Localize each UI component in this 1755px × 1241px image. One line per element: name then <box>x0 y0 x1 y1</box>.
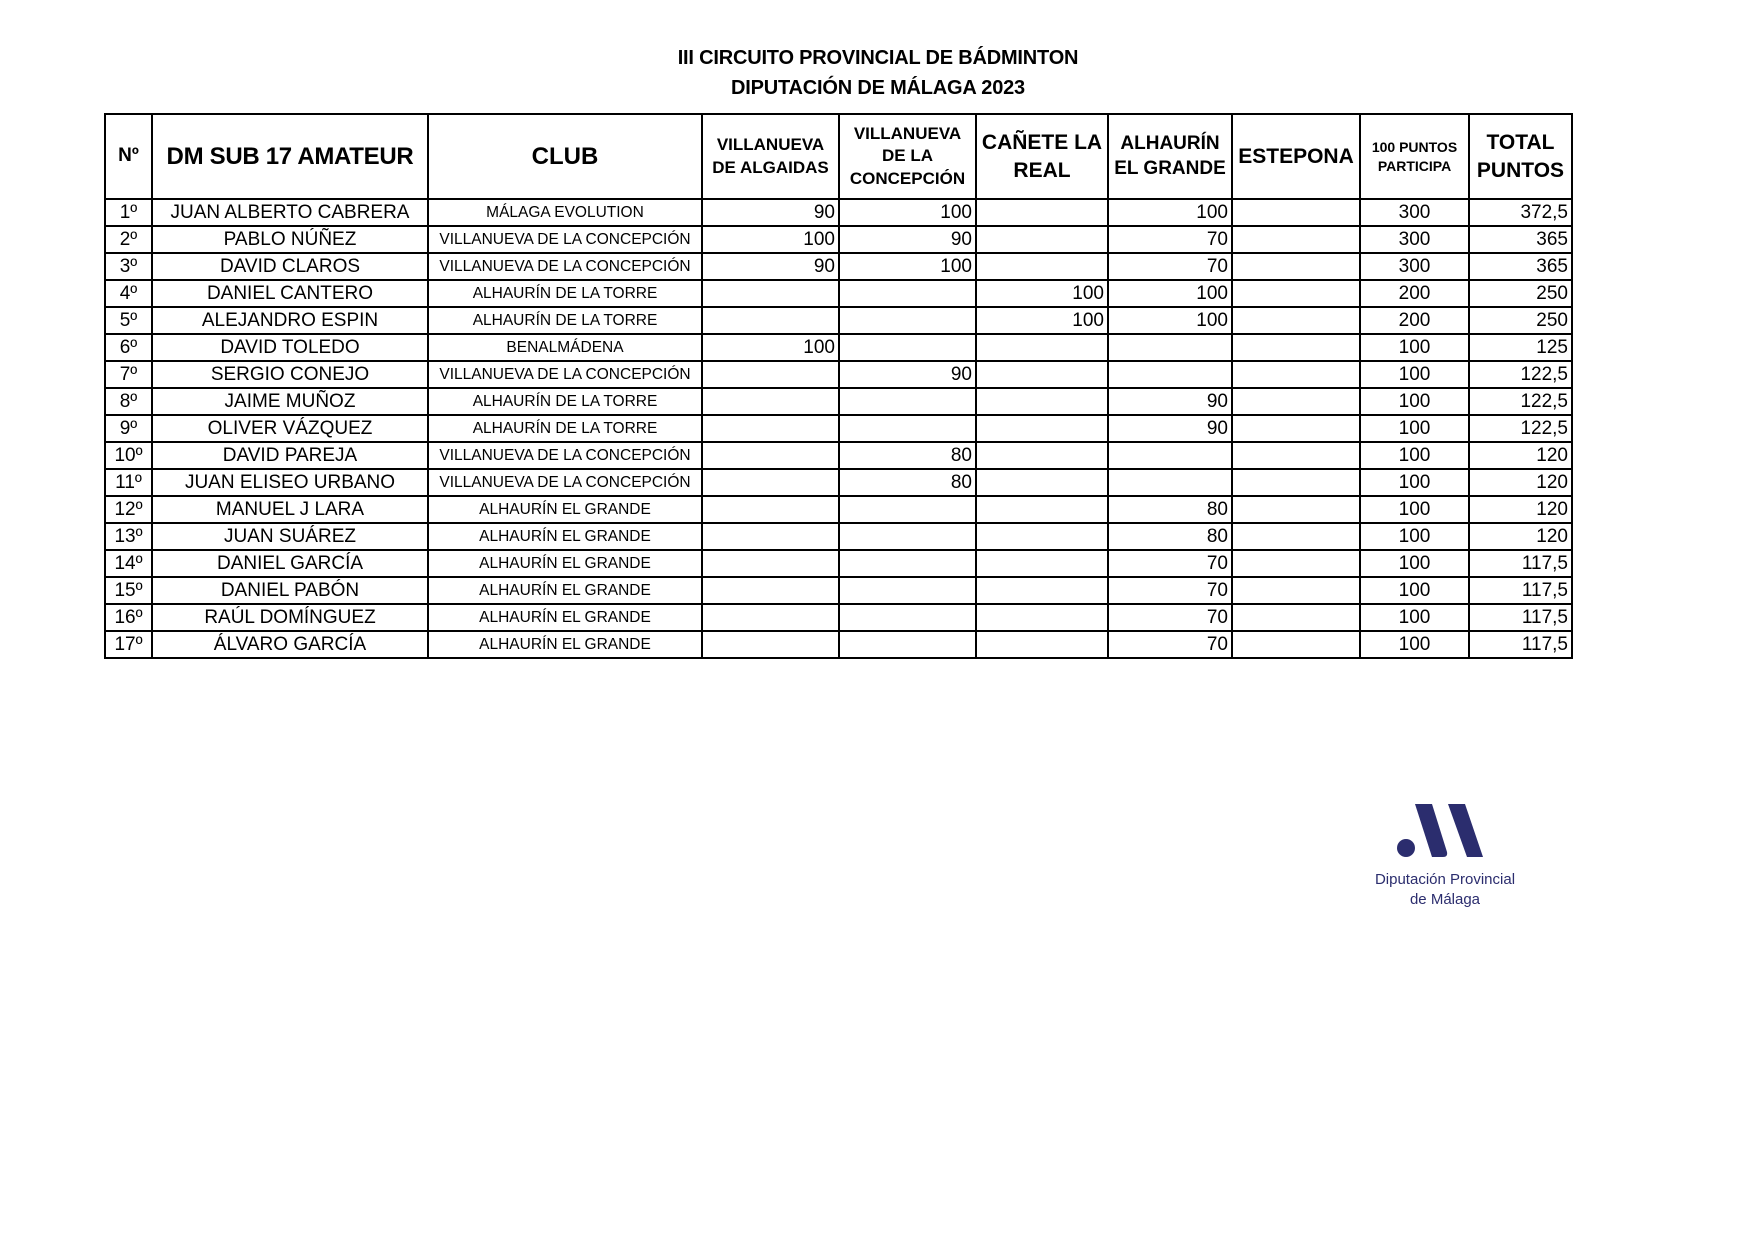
cell-club: VILLANUEVA DE LA CONCEPCIÓN <box>428 361 702 388</box>
cell-alhaurin-el-grande: 80 <box>1108 496 1232 523</box>
cell-position: 16º <box>105 604 152 631</box>
document-subtitle: DIPUTACIÓN DE MÁLAGA 2023 <box>731 77 1025 99</box>
cell-villanueva-algaidas <box>702 415 839 442</box>
cell-position: 17º <box>105 631 152 658</box>
diputacion-logo <box>1355 800 1545 915</box>
cell-position: 7º <box>105 361 152 388</box>
cell-total: 117,5 <box>1469 631 1572 658</box>
table-row <box>105 469 1572 496</box>
cell-canete-la-real <box>976 496 1108 523</box>
cell-position: 4º <box>105 280 152 307</box>
cell-villanueva-concepcion <box>839 415 976 442</box>
table-row <box>105 361 1572 388</box>
cell-player-name: JUAN ELISEO URBANO <box>152 469 428 496</box>
cell-alhaurin-el-grande: 70 <box>1108 253 1232 280</box>
cell-participa: 200 <box>1360 280 1469 307</box>
cell-position: 2º <box>105 226 152 253</box>
cell-canete-la-real <box>976 631 1108 658</box>
cell-canete-la-real <box>976 253 1108 280</box>
cell-canete-la-real <box>976 442 1108 469</box>
cell-alhaurin-el-grande: 100 <box>1108 199 1232 226</box>
cell-total: 120 <box>1469 496 1572 523</box>
header-estepona: ESTEPONA <box>1232 114 1360 199</box>
cell-villanueva-algaidas: 100 <box>702 334 839 361</box>
header-row <box>105 114 1572 199</box>
logo-text-line2: de Málaga <box>1409 891 1481 908</box>
cell-alhaurin-el-grande: 100 <box>1108 280 1232 307</box>
cell-participa: 100 <box>1360 469 1469 496</box>
cell-alhaurin-el-grande: 90 <box>1108 415 1232 442</box>
cell-villanueva-algaidas <box>702 496 839 523</box>
table-row <box>105 604 1572 631</box>
cell-canete-la-real: 100 <box>976 280 1108 307</box>
cell-participa: 100 <box>1360 334 1469 361</box>
cell-player-name: SERGIO CONEJO <box>152 361 428 388</box>
cell-villanueva-concepcion <box>839 523 976 550</box>
cell-villanueva-concepcion <box>839 550 976 577</box>
cell-villanueva-concepcion <box>839 334 976 361</box>
cell-alhaurin-el-grande: 100 <box>1108 307 1232 334</box>
cell-villanueva-concepcion: 80 <box>839 442 976 469</box>
cell-club: BENALMÁDENA <box>428 334 702 361</box>
header-total: TOTAL PUNTOS <box>1469 114 1572 199</box>
cell-participa: 100 <box>1360 550 1469 577</box>
cell-player-name: ÁLVARO GARCÍA <box>152 631 428 658</box>
cell-position: 9º <box>105 415 152 442</box>
cell-club: VILLANUEVA DE LA CONCEPCIÓN <box>428 253 702 280</box>
ranking-table <box>104 113 1573 659</box>
cell-total: 122,5 <box>1469 361 1572 388</box>
cell-estepona <box>1232 334 1360 361</box>
cell-alhaurin-el-grande: 90 <box>1108 388 1232 415</box>
cell-estepona <box>1232 226 1360 253</box>
cell-club: ALHAURÍN EL GRANDE <box>428 631 702 658</box>
cell-estepona <box>1232 253 1360 280</box>
cell-estepona <box>1232 604 1360 631</box>
cell-canete-la-real <box>976 388 1108 415</box>
cell-villanueva-algaidas <box>702 307 839 334</box>
cell-estepona <box>1232 415 1360 442</box>
cell-participa: 100 <box>1360 496 1469 523</box>
cell-villanueva-concepcion <box>839 496 976 523</box>
cell-villanueva-algaidas <box>702 523 839 550</box>
cell-alhaurin-el-grande: 70 <box>1108 226 1232 253</box>
table-row <box>105 307 1572 334</box>
cell-estepona <box>1232 199 1360 226</box>
table-row <box>105 577 1572 604</box>
cell-player-name: RAÚL DOMÍNGUEZ <box>152 604 428 631</box>
cell-participa: 100 <box>1360 523 1469 550</box>
cell-canete-la-real: 100 <box>976 307 1108 334</box>
cell-alhaurin-el-grande: 70 <box>1108 631 1232 658</box>
cell-canete-la-real <box>976 604 1108 631</box>
cell-estepona <box>1232 388 1360 415</box>
header-club: CLUB <box>428 114 702 199</box>
document-title: III CIRCUITO PROVINCIAL DE BÁDMINTON <box>677 47 1079 69</box>
table-row <box>105 334 1572 361</box>
cell-villanueva-algaidas <box>702 442 839 469</box>
cell-villanueva-concepcion <box>839 577 976 604</box>
cell-participa: 300 <box>1360 226 1469 253</box>
cell-villanueva-concepcion: 90 <box>839 361 976 388</box>
cell-villanueva-algaidas <box>702 631 839 658</box>
cell-player-name: JUAN SUÁREZ <box>152 523 428 550</box>
cell-participa: 200 <box>1360 307 1469 334</box>
cell-total: 125 <box>1469 334 1572 361</box>
cell-club: ALHAURÍN DE LA TORRE <box>428 307 702 334</box>
cell-canete-la-real <box>976 550 1108 577</box>
header-canete-la-real: CAÑETE LA REAL <box>976 114 1108 199</box>
cell-canete-la-real <box>976 415 1108 442</box>
cell-participa: 100 <box>1360 361 1469 388</box>
table-row <box>105 226 1572 253</box>
cell-club: ALHAURÍN EL GRANDE <box>428 496 702 523</box>
cell-villanueva-concepcion: 100 <box>839 199 976 226</box>
cell-player-name: DANIEL GARCÍA <box>152 550 428 577</box>
cell-total: 250 <box>1469 307 1572 334</box>
table-row <box>105 550 1572 577</box>
cell-estepona <box>1232 361 1360 388</box>
cell-club: ALHAURÍN EL GRANDE <box>428 523 702 550</box>
cell-villanueva-concepcion <box>839 631 976 658</box>
header-villanueva-algaidas: VILLANUEVA DE ALGAIDAS <box>702 114 839 199</box>
cell-position: 15º <box>105 577 152 604</box>
cell-position: 1º <box>105 199 152 226</box>
cell-villanueva-concepcion <box>839 280 976 307</box>
cell-club: ALHAURÍN EL GRANDE <box>428 577 702 604</box>
cell-participa: 100 <box>1360 442 1469 469</box>
cell-alhaurin-el-grande: 80 <box>1108 523 1232 550</box>
cell-estepona <box>1232 550 1360 577</box>
cell-position: 6º <box>105 334 152 361</box>
cell-player-name: DAVID CLAROS <box>152 253 428 280</box>
cell-participa: 100 <box>1360 415 1469 442</box>
cell-club: MÁLAGA EVOLUTION <box>428 199 702 226</box>
table-row <box>105 496 1572 523</box>
cell-position: 10º <box>105 442 152 469</box>
cell-participa: 100 <box>1360 604 1469 631</box>
cell-total: 122,5 <box>1469 388 1572 415</box>
cell-club: ALHAURÍN DE LA TORRE <box>428 280 702 307</box>
cell-alhaurin-el-grande <box>1108 469 1232 496</box>
cell-canete-la-real <box>976 361 1108 388</box>
cell-villanueva-algaidas <box>702 388 839 415</box>
cell-position: 3º <box>105 253 152 280</box>
header-category: DM SUB 17 AMATEUR <box>152 114 428 199</box>
cell-position: 11º <box>105 469 152 496</box>
cell-total: 120 <box>1469 442 1572 469</box>
cell-villanueva-algaidas: 100 <box>702 226 839 253</box>
cell-villanueva-concepcion <box>839 388 976 415</box>
cell-villanueva-algaidas <box>702 280 839 307</box>
table-row <box>105 253 1572 280</box>
cell-player-name: DANIEL CANTERO <box>152 280 428 307</box>
cell-canete-la-real <box>976 523 1108 550</box>
cell-total: 372,5 <box>1469 199 1572 226</box>
cell-estepona <box>1232 307 1360 334</box>
header-position: Nº <box>105 114 152 199</box>
cell-total: 365 <box>1469 253 1572 280</box>
cell-player-name: OLIVER VÁZQUEZ <box>152 415 428 442</box>
cell-villanueva-concepcion: 100 <box>839 253 976 280</box>
header-villanueva-concepcion: VILLANUEVA DE LA CONCEPCIÓN <box>839 114 976 199</box>
cell-villanueva-algaidas <box>702 469 839 496</box>
header-participa: 100 PUNTOS PARTICIPA <box>1360 114 1469 199</box>
cell-estepona <box>1232 469 1360 496</box>
cell-estepona <box>1232 523 1360 550</box>
cell-villanueva-concepcion: 90 <box>839 226 976 253</box>
cell-participa: 100 <box>1360 631 1469 658</box>
cell-canete-la-real <box>976 226 1108 253</box>
cell-villanueva-algaidas <box>702 577 839 604</box>
cell-player-name: JAIME MUÑOZ <box>152 388 428 415</box>
cell-estepona <box>1232 496 1360 523</box>
cell-player-name: JUAN ALBERTO CABRERA <box>152 199 428 226</box>
cell-alhaurin-el-grande: 70 <box>1108 604 1232 631</box>
cell-player-name: PABLO NÚÑEZ <box>152 226 428 253</box>
cell-alhaurin-el-grande: 70 <box>1108 577 1232 604</box>
table-row <box>105 388 1572 415</box>
cell-participa: 300 <box>1360 199 1469 226</box>
cell-total: 120 <box>1469 523 1572 550</box>
cell-estepona <box>1232 577 1360 604</box>
cell-canete-la-real <box>976 577 1108 604</box>
table-row <box>105 199 1572 226</box>
cell-club: ALHAURÍN EL GRANDE <box>428 550 702 577</box>
table-row <box>105 280 1572 307</box>
cell-player-name: DAVID PAREJA <box>152 442 428 469</box>
cell-alhaurin-el-grande <box>1108 442 1232 469</box>
table-row <box>105 442 1572 469</box>
cell-canete-la-real <box>976 199 1108 226</box>
cell-villanueva-algaidas: 90 <box>702 253 839 280</box>
cell-club: ALHAURÍN EL GRANDE <box>428 604 702 631</box>
cell-alhaurin-el-grande <box>1108 334 1232 361</box>
cell-position: 13º <box>105 523 152 550</box>
cell-participa: 100 <box>1360 577 1469 604</box>
cell-total: 117,5 <box>1469 604 1572 631</box>
logo-mark-icon <box>1355 800 1495 866</box>
cell-estepona <box>1232 442 1360 469</box>
cell-villanueva-concepcion: 80 <box>839 469 976 496</box>
cell-club: VILLANUEVA DE LA CONCEPCIÓN <box>428 469 702 496</box>
cell-total: 117,5 <box>1469 577 1572 604</box>
cell-total: 365 <box>1469 226 1572 253</box>
cell-villanueva-algaidas <box>702 604 839 631</box>
cell-total: 117,5 <box>1469 550 1572 577</box>
cell-villanueva-algaidas: 90 <box>702 199 839 226</box>
header-alhaurin-el-grande: ALHAURÍN EL GRANDE <box>1108 114 1232 199</box>
cell-villanueva-concepcion <box>839 307 976 334</box>
cell-position: 14º <box>105 550 152 577</box>
cell-alhaurin-el-grande <box>1108 361 1232 388</box>
cell-canete-la-real <box>976 469 1108 496</box>
cell-estepona <box>1232 631 1360 658</box>
cell-position: 5º <box>105 307 152 334</box>
cell-club: VILLANUEVA DE LA CONCEPCIÓN <box>428 442 702 469</box>
logo-text-line1: Diputación Provincial <box>1374 871 1516 888</box>
cell-club: VILLANUEVA DE LA CONCEPCIÓN <box>428 226 702 253</box>
cell-position: 8º <box>105 388 152 415</box>
cell-total: 122,5 <box>1469 415 1572 442</box>
cell-player-name: DANIEL PABÓN <box>152 577 428 604</box>
cell-player-name: MANUEL J LARA <box>152 496 428 523</box>
cell-villanueva-algaidas <box>702 550 839 577</box>
cell-player-name: DAVID TOLEDO <box>152 334 428 361</box>
cell-player-name: ALEJANDRO ESPIN <box>152 307 428 334</box>
table-row <box>105 415 1572 442</box>
cell-club: ALHAURÍN DE LA TORRE <box>428 388 702 415</box>
cell-club: ALHAURÍN DE LA TORRE <box>428 415 702 442</box>
cell-canete-la-real <box>976 334 1108 361</box>
cell-alhaurin-el-grande: 70 <box>1108 550 1232 577</box>
table-row <box>105 523 1572 550</box>
cell-total: 250 <box>1469 280 1572 307</box>
cell-participa: 100 <box>1360 388 1469 415</box>
cell-total: 120 <box>1469 469 1572 496</box>
cell-villanueva-algaidas <box>702 361 839 388</box>
cell-participa: 300 <box>1360 253 1469 280</box>
cell-position: 12º <box>105 496 152 523</box>
table-row <box>105 631 1572 658</box>
cell-estepona <box>1232 280 1360 307</box>
cell-villanueva-concepcion <box>839 604 976 631</box>
